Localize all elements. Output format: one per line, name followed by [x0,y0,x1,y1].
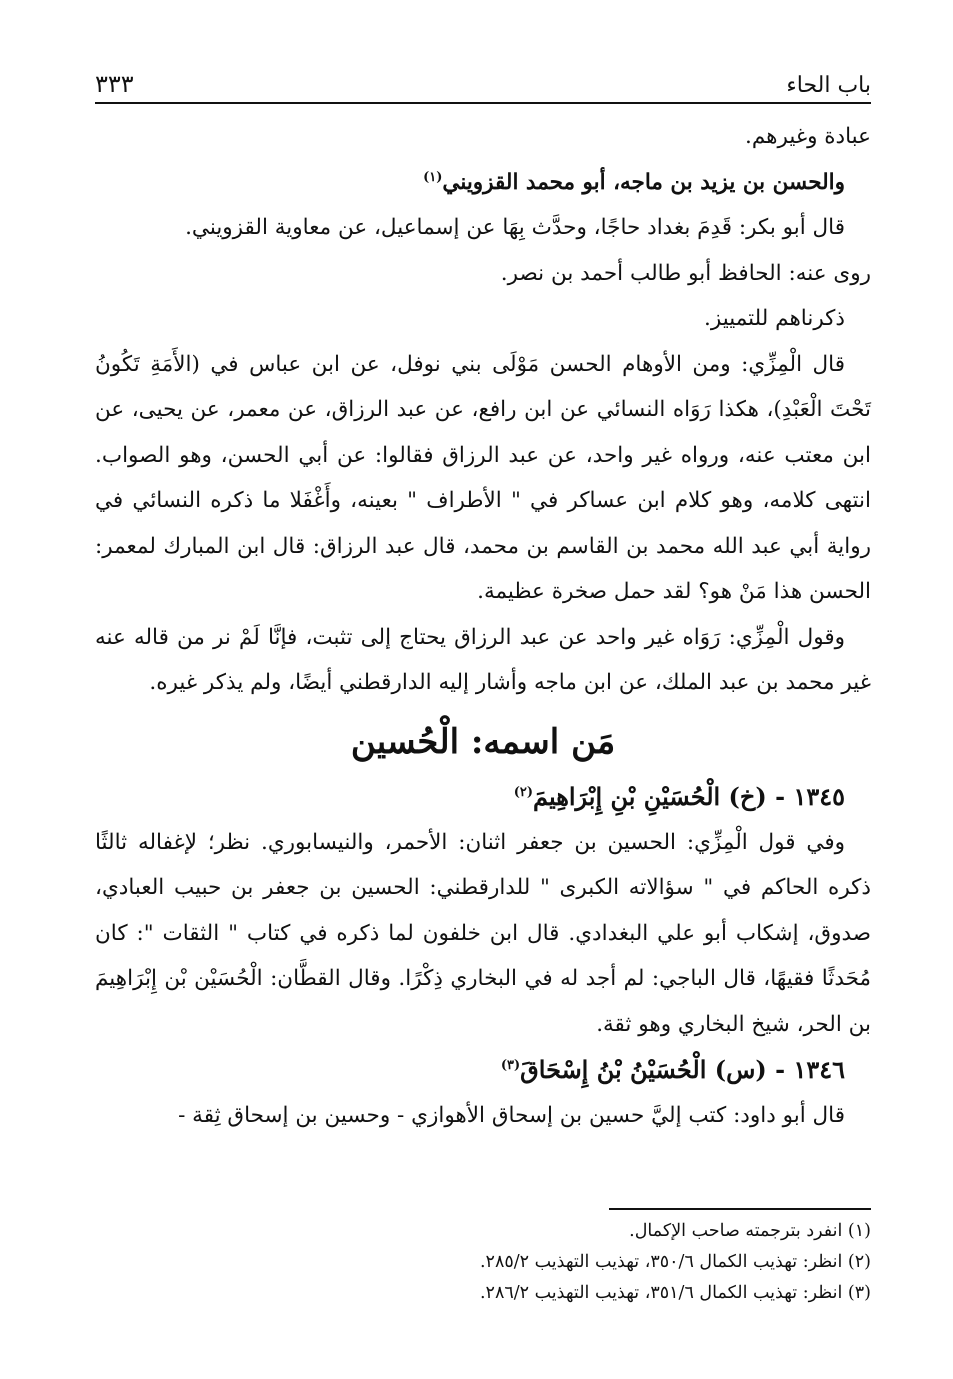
paragraph: وفي قول الْمِزِّي: الحسين بن جعفر اثنان: الأحمر، والنيسابوري. نظر؛ لإغفاله ثالثًا ذكره الحاكم في " سؤالاته الكبرى " للدارقطني: الحسين بن جعفر بن حبيب العبادي، صدوق، إشكاب أبو علي البغدادي. قال ابن خلفون لما ذكره في كتاب " الثقات ": كان مُحَدثًا فقيهًا، قال الباجي: لم أجد له في البخاري ذِكْرًا. وقال القطَّان: الْحُسَيْن بْن إِبْرَاهِيمَ بن الحر، شيخ البخاري وهو ثقة. [95,829,871,1037]
footnote: (٣) انظر: تهذيب الكمال ٣٥١/٦، تهذيب التهذيب ٢٨٦/٢. [479,1283,871,1303]
entry-heading [95,1047,871,1093]
footnotes [95,1208,871,1309]
footnote-ref: (٢) [513,784,534,800]
footnote-divider [609,1208,871,1210]
section-heading: مَن اسمه: الْحُسين [350,721,616,762]
entry-title: ١٣٤٦ - (س) الْحُسَيْنُ بْنُ إِسْحَاقَ [520,1055,845,1084]
paragraph: روى عنه: الحافظ أبو طالب أحمد بن نصر. [500,260,871,286]
paragraph: وقول الْمِزِّي: رَوَاه غير واحد عن عبد الرزاق يحتاج إلى تثبت، فإنَّا لَمْ نر من قاله عنه غير محمد بن عبد الملك، عن ابن ماجه وأشار إليه الدارقطني أيضًا، ولم يذكر غيره. [95,624,871,695]
footnote-ref: (٣) [500,1058,521,1073]
chapter-title: باب الحاء [786,73,871,98]
footnote: (٢) انظر: تهذيب الكمال ٣٥٠/٦، تهذيب التهذيب ٢٨٥/٢. [479,1252,871,1272]
paragraph: قال أبو بكر: قَدِمَ بغداد حاجًا، وحدَّث بِهَا عن إسماعيل، عن معاوية القزويني. [185,215,845,240]
paragraph: عبادة وغيرهم. [745,124,871,149]
page-number: ٣٣٣ [95,70,134,98]
entry-heading [95,774,871,820]
page-header [95,60,871,104]
main-text [95,114,871,1139]
footnote-ref: (١) [423,169,443,185]
entry-title: ١٣٤٥ - (خ) الْحُسَيْنِ بْنِ إِبْرَاهِيمَ [533,781,845,811]
narrator-name: والحسن بن يزيد بن ماجه، أبو محمد القزويني [442,169,845,195]
paragraph: قال الْمِزِّي: ومن الأوهام الحسن مَوْلَى بني نوفل، عن ابن عباس في (الأَمَةِ تَكُونُ تَحْتَ الْعَبْدِ)، هكذا رَوَاه النسائي عن ابن رافع، عن عبد الرزاق، عن معمر، عن يحيى، عن ابن معتب عنه، ورواه غير واحد، عن عبد الرزاق فقالوا: عن أبي الحسن، وهو الصواب. انتهى كلامه، وهو كلام ابن عساكر في " الأطراف " بعينه، وأَغْفَلا ما ذكره النسائي في رواية أبي عبد الله محمد بن القاسم بن محمد، قال عبد الرزاق: قال ابن المبارك لمعمر: الحسن هذا مَنْ هو؟ لقد حمل صخرة عظيمة. [95,351,871,604]
paragraph: قال أبو داود: كتب إليَّ حسين بن إسحاق الأهوازي - وحسين بن إسحاق ثِقة - [178,1103,845,1128]
footnote: (١) انفرد بترجمته صاحب الإكمال. [629,1221,871,1241]
narrator-entry-heading [95,160,871,206]
paragraph: ذكرناهم للتمييز. [704,306,845,331]
